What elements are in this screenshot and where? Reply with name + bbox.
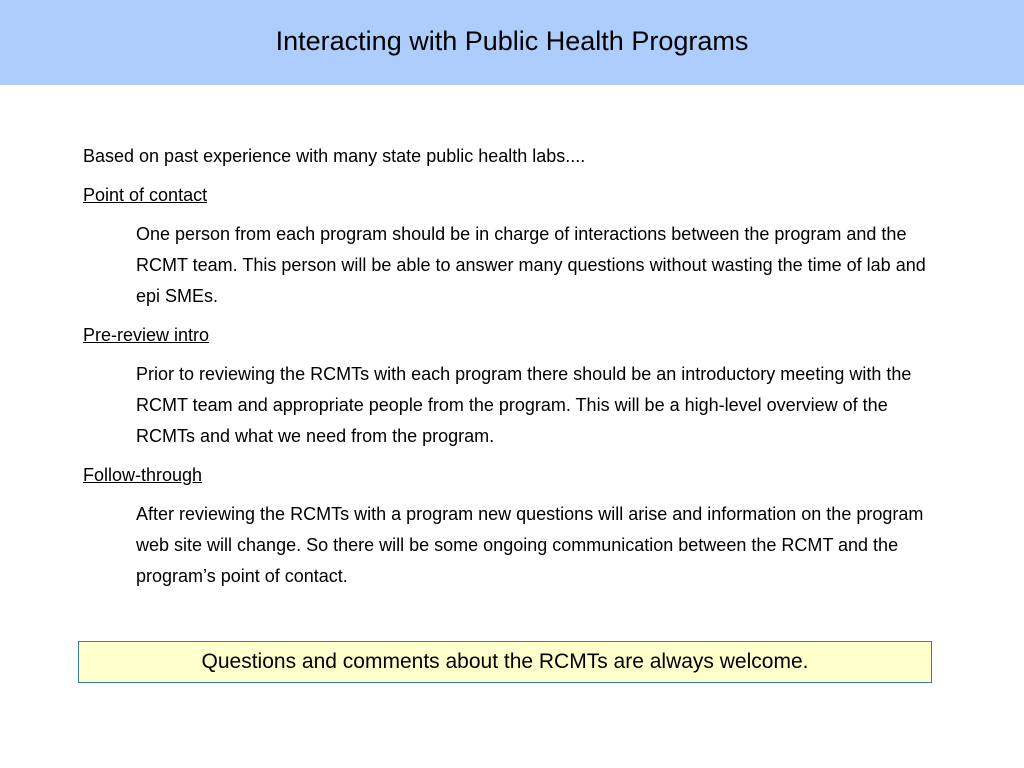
section-body-follow-through: After reviewing the RCMTs with a program new questions will arise and information on the program web site will change. So there will be some ongoing communication between the RCMT and the program’s point of contact. xyxy=(136,504,924,586)
section-body-pre-review-intro: Prior to reviewing the RCMTs with each program there should be an introductory meeting with the RCMT team and appropriate people from the program. This will be a high-level overview of the RCMTs and what we need from the program. xyxy=(136,364,912,446)
callout-box xyxy=(78,641,932,683)
slide-title: Interacting with Public Health Programs xyxy=(275,26,749,56)
section-heading-point-of-contact: Point of contact xyxy=(83,185,208,205)
section-heading-follow-through: Follow-through xyxy=(83,465,203,485)
slide-content xyxy=(83,141,943,600)
section-heading-pre-review-intro: Pre-review intro xyxy=(83,325,210,345)
callout-text: Questions and comments about the RCMTs are always welcome. xyxy=(201,650,809,673)
title-bar xyxy=(0,0,1024,85)
intro-text: Based on past experience with many state public health labs.... xyxy=(83,146,586,166)
section-body-point-of-contact: One person from each program should be in charge of interactions between the program and the RCMT team. This person will be able to answer many questions without wasting the time of lab and epi SMEs. xyxy=(136,224,926,306)
